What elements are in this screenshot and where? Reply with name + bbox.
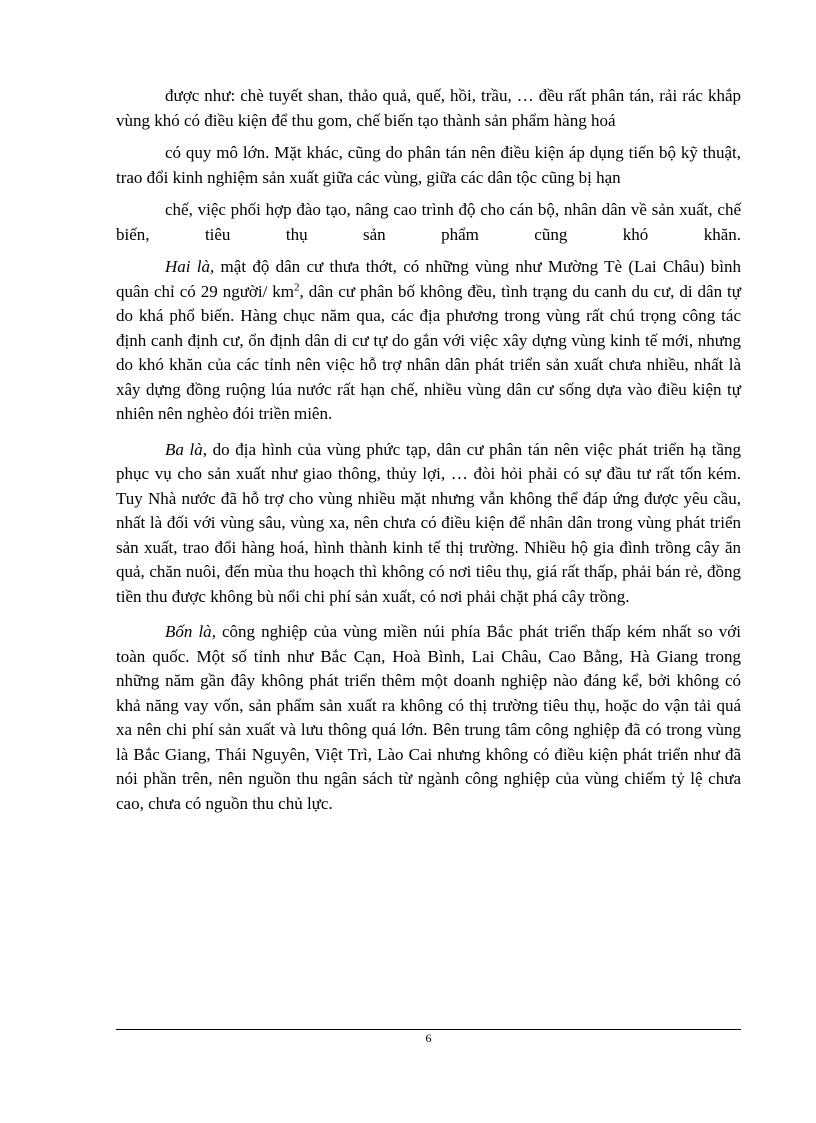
superscript-squared: 2	[294, 280, 300, 293]
paragraph-ba-la-text: , do địa hình của vùng phức tạp, dân cư phân tán nên việc phát triển hạ tầng phục vụ cho sản xuất như giao thông, thủy lợi, … đòi hỏi phải có sự đầu tư rất tốn kém. Tuy Nhà nước đã hỗ trợ cho vùng nhiều mặt nhưng vẫn không thể đáp ứng được yêu cầu, nhất là đối với vùng sâu, vùng xa, nên chưa có điều kiện để nhân dân trong vùng phát triển sản xuất, trao đổi hàng hoá, hình thành kinh tế thị trường. Nhiều hộ gia đình trồng cây ăn quả, chăn nuôi, đến mùa thu hoạch thì không có nơi tiêu thụ, giá rất thấp, phải bán rẻ, đồng tiền thu được không bù nổi chi phí sản xuất, có nơi phải chặt phá cây trồng.	[116, 439, 741, 606]
paragraph-2	[116, 141, 741, 190]
page-number: 6	[425, 1031, 432, 1045]
paragraph-3-text: chế, việc phối hợp đào tạo, nâng cao trình độ cho cán bộ, nhân dân về sản xuất, chế biến, tiêu thụ sản phẩm cũng khó khăn.	[116, 200, 741, 244]
paragraph-bon-la-lead: Bốn là	[165, 622, 212, 641]
paragraph-hai-la-text-start: mật độ dân cư thưa thớt, có những vùng như Mường Tè (Lai Châu) bình quân chỉ có 29 người/ km	[116, 257, 741, 301]
paragraph-hai-la-lead: Hai là,	[165, 257, 215, 276]
paragraph-1	[116, 84, 741, 133]
paragraph-bon-la-text: , công nghiệp của vùng miền núi phía Bắc phát triển thấp kém nhất so với toàn quốc. Một số tỉnh như Bắc Cạn, Hoà Bình, Lai Châu, Cao Bằng, Hà Giang trong những năm gần đây không phát triển thêm một doanh nghiệp nào đáng kể, bởi không có khả năng vay vốn, sản phẩm sản xuất ra không có thị trường tiêu thụ, hoặc do vận tải quá xa nên chi phí sản xuất và lưu thông quá lớn. Bên trung tâm công nghiệp đã có trong vùng là Bắc Giang, Thái Nguyên, Việt Trì, Lào Cai nhưng không có điều kiện phát triển như đã nói phần trên, nên nguồn thu ngân sách từ ngành công nghiệp của vùng chiếm tỷ lệ chưa cao, chưa có nguồn thu chủ lực.	[116, 622, 741, 813]
footer-divider	[116, 1029, 741, 1030]
paragraph-3	[116, 198, 741, 247]
paragraph-hai-la	[116, 255, 741, 427]
paragraph-hai-la-text: , dân cư phân bố không đều, tình trạng du canh du cư, di dân tự do khá phổ biến. Hàng chục năm qua, các địa phương trong vùng rất chú trọng công tác định canh định cư, ổn định dân di cư tự do gắn với việc xây dựng vùng kinh tế mới, nhưng do khó khăn của các tỉnh nên việc hỗ trợ nhân dân phát triển sản xuất chưa nhiều, nhất là xây dựng đồng ruộng lúa nước rất hạn chế, nhiều vùng dân cư sống dựa vào điều kiện tự nhiên nên nghèo đói triền miên.	[116, 281, 741, 423]
paragraph-ba-la-lead: Ba là	[165, 439, 203, 459]
paragraph-1-text: được như: chè tuyết shan, thảo quả, quế, hồi, trầu, … đều rất phân tán, rải rác khắp vùng khó có điều kiện để thu gom, chế biến tạo thành sản phẩm hàng hoá	[116, 86, 741, 130]
paragraph-bon-la	[116, 620, 741, 816]
paragraph-ba-la	[116, 438, 741, 610]
body-text	[116, 84, 741, 816]
paragraph-2-text: có quy mô lớn. Mặt khác, cũng do phân tán nên điều kiện áp dụng tiến bộ kỹ thuật, trao đổi kinh nghiệm sản xuất giữa các vùng, giữa các dân tộc cũng bị hạn	[116, 143, 741, 187]
